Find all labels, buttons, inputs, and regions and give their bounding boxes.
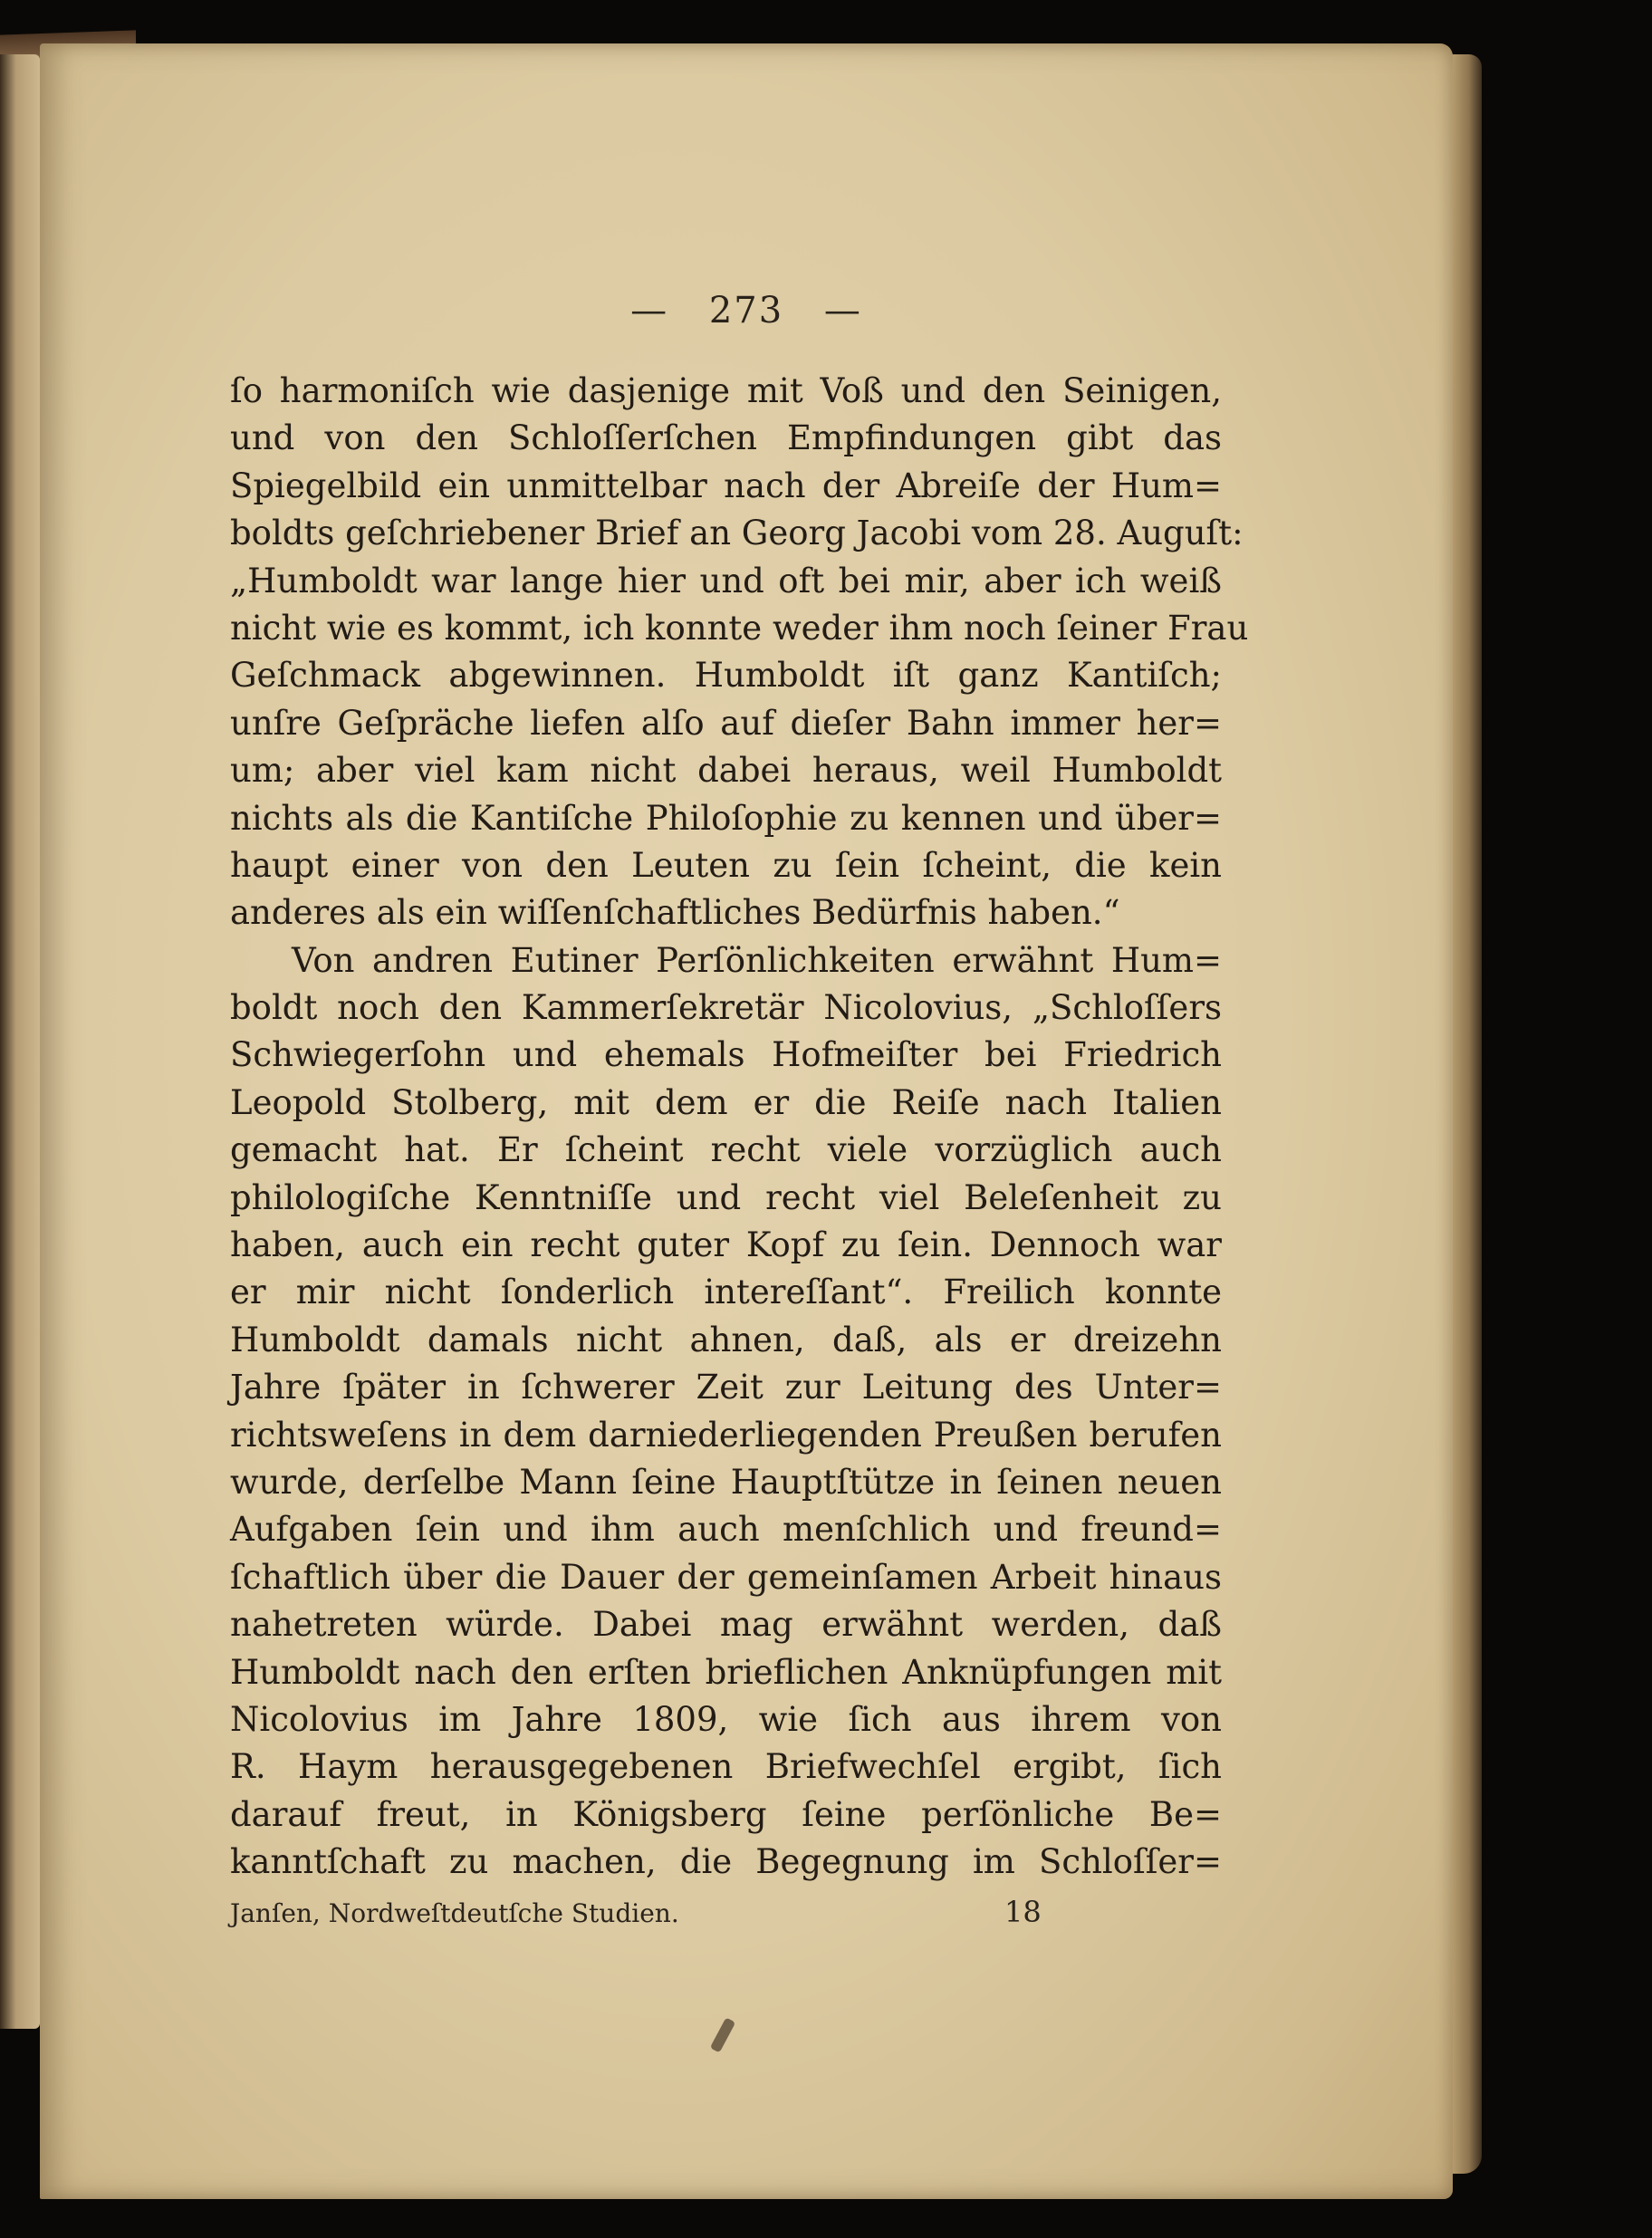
body-text (230, 368, 1249, 1887)
text-line: anderes als ein wiſſenſchaftliches Bedürfnis haben.“ (230, 893, 1120, 933)
text-line: Humboldt nach den erſten brieflichen Anknüpfungen mit (230, 1652, 1222, 1692)
header-dash-right: — (823, 290, 862, 331)
page-header (40, 290, 1453, 331)
text-line: ſo harmoniſch wie dasjenige mit Voß und den Seinigen, (230, 371, 1222, 410)
text-line: Schwiegerſohn und ehemals Hofmeiſter bei Friedrich (230, 1035, 1222, 1075)
signature-mark: 18 (1004, 1895, 1042, 1929)
text-line: nicht wie es kommt, ich konnte weder ihm noch ſeiner Frau (230, 608, 1249, 648)
text-line: um; aber viel kam nicht dabei heraus, weil Humboldt (230, 751, 1222, 791)
text-line: richtsweſens in dem darniederliegenden Preußen berufen (230, 1415, 1222, 1455)
page-number: 273 (708, 290, 784, 331)
text-line: und von den Schloſſerſchen Empfindungen gibt das (230, 418, 1222, 458)
text-line: Von andren Eutiner Perſönlichkeiten erwähnt Hum= (292, 940, 1222, 980)
text-line: darauf freut, in Königsberg ſeine perſönliche Be= (230, 1794, 1222, 1834)
text-line: er mir nicht ſonderlich intereſſant“. Freilich konnte (230, 1273, 1222, 1312)
text-line: unſre Geſpräche liefen alſo auf dieſer Bahn immer her= (230, 703, 1222, 743)
text-line: haupt einer von den Leuten zu ſein ſcheint, die kein (230, 845, 1222, 885)
text-line: nichts als die Kantiſche Philoſophie zu kennen und über= (230, 798, 1222, 838)
text-line: boldt noch den Kammerſekretär Nicolovius, „Schloſſers (230, 988, 1222, 1028)
text-line: gemacht hat. Er ſcheint recht viele vorzüglich auch (230, 1130, 1222, 1170)
footer-author: Janſen, Nordweſtdeutſche Studien. (230, 1898, 679, 1928)
text-line: kanntſchaft zu machen, die Begegnung im Schloſſer= (230, 1842, 1222, 1882)
text-line: haben, auch ein recht guter Kopf zu ſein. Dennoch war (230, 1225, 1222, 1265)
text-line: „Humboldt war lange hier und oft bei mir, aber ich weiß (230, 561, 1222, 600)
page-footer (230, 1895, 1063, 1929)
text-line: R. Haym herausgegebenen Briefwechſel ergibt, ſich (230, 1747, 1222, 1787)
text-line: Leopold Stolberg, mit dem er die Reiſe nach Italien (230, 1082, 1222, 1122)
text-line: nahetreten würde. Dabei mag erwähnt werden, daß (230, 1605, 1222, 1645)
text-line: ſchaftlich über die Dauer der gemeinſamen Arbeit hinaus (230, 1557, 1222, 1597)
text-line: Nicolovius im Jahre 1809, wie ſich aus ihrem von (230, 1699, 1222, 1739)
text-line: Spiegelbild ein unmittelbar nach der Abreiſe der Hum= (230, 466, 1222, 505)
text-line: boldts geſchriebener Brief an Georg Jacobi vom 28. Auguſt: (230, 514, 1244, 553)
text-line: philologiſche Kenntniſſe und recht viel Beleſenheit zu (230, 1177, 1222, 1217)
text-line: Aufgaben ſein und ihm auch menſchlich und freund= (230, 1510, 1222, 1550)
book-page (40, 43, 1453, 2199)
text-line: Geſchmack abgewinnen. Humboldt iſt ganz Kantiſch; (230, 656, 1222, 696)
text-line: Humboldt damals nicht ahnen, daß, als er dreizehn (230, 1320, 1222, 1359)
left-page-edge (0, 54, 40, 2029)
text-line: wurde, derſelbe Mann ſeine Hauptſtütze in ſeinen neuen (230, 1462, 1222, 1502)
ink-mark (710, 2017, 735, 2052)
header-dash-left: — (630, 290, 669, 331)
text-line: Jahre ſpäter in ſchwerer Zeit zur Leitung des Unter= (230, 1368, 1222, 1407)
